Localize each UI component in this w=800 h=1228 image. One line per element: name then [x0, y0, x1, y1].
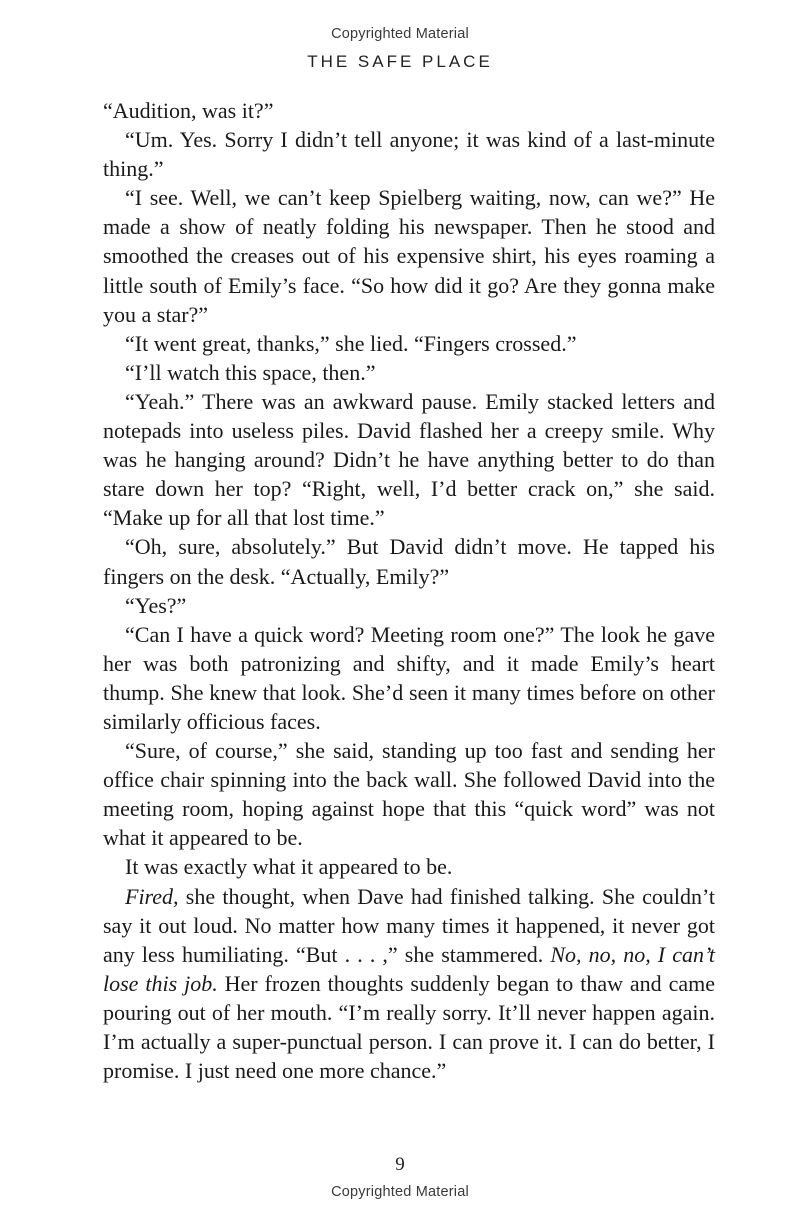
- page-number: 9: [395, 1154, 405, 1175]
- paragraph: “It went great, thanks,” she lied. “Fingers crossed.”: [125, 330, 577, 356]
- paragraph: “Yes?”: [125, 592, 187, 618]
- paragraph: “Um. Yes. Sorry I didn’t tell anyone; it was kind of a last-minute thing.”: [103, 127, 715, 182]
- italic-text: Fired,: [125, 883, 179, 909]
- italic-text: No, no, no, I can’t lose this job.: [103, 941, 715, 996]
- running-head: THE SAFE PLACE: [307, 52, 493, 71]
- paragraph: It was exactly what it appeared to be.: [125, 854, 453, 880]
- copyright-watermark-bottom: Copyrighted Material: [331, 1184, 469, 1200]
- paragraph-text: Her frozen thoughts suddenly began to thaw and came pouring out of her mouth. “I’m really sorry. It’ll never happen again. I’m actually a super-punctual person. I can prove it. I can do better, I promise. I just need one more chance.”: [103, 970, 716, 1084]
- paragraph: “Audition, was it?”: [103, 98, 274, 123]
- paragraph: “Can I have a quick word? Meeting room one?” The look he gave her was both patronizing and shifty, and it made Emily’s heart thump. She knew that look. She’d seen it many times before on other similarly officious faces.: [103, 621, 715, 734]
- paragraph: “Oh, sure, absolutely.” But David didn’t move. He tapped his fingers on the desk. “Actually, Emily?”: [103, 534, 715, 589]
- paragraph-text: she thought, when Dave had finished talking. She couldn’t say it out loud. No matter how many times it happened, it never got any less humiliating. “But . . . ,” she stammered.: [103, 883, 715, 967]
- paragraph: “I see. Well, we can’t keep Spielberg waiting, now, can we?” He made a show of neatly folding his newspaper. Then he stood and smoothed the creases out of his expensive shirt, his eyes roaming a little south of Emily’s face. “So how did it go? Are they gonna make you a star?”: [103, 185, 715, 327]
- paragraph: “Sure, of course,” she said, standing up too fast and sending her office chair spinning into the back wall. She followed David into the meeting room, hoping against hope that this “quick word” was not what it appeared to be.: [103, 738, 715, 851]
- paragraph: “Yeah.” There was an awkward pause. Emily stacked letters and notepads into useless piles. David flashed her a creepy smile. Why was he hanging around? Didn’t he have anything better to do than stare down her top? “Right, well, I’d better crack on,” she said. “Make up for all that lost time.”: [103, 388, 715, 531]
- copyright-watermark-top: Copyrighted Material: [331, 26, 469, 42]
- body-text: [103, 96, 715, 1085]
- paragraph: “I’ll watch this space, then.”: [125, 359, 376, 385]
- paragraph-last: [103, 882, 715, 1086]
